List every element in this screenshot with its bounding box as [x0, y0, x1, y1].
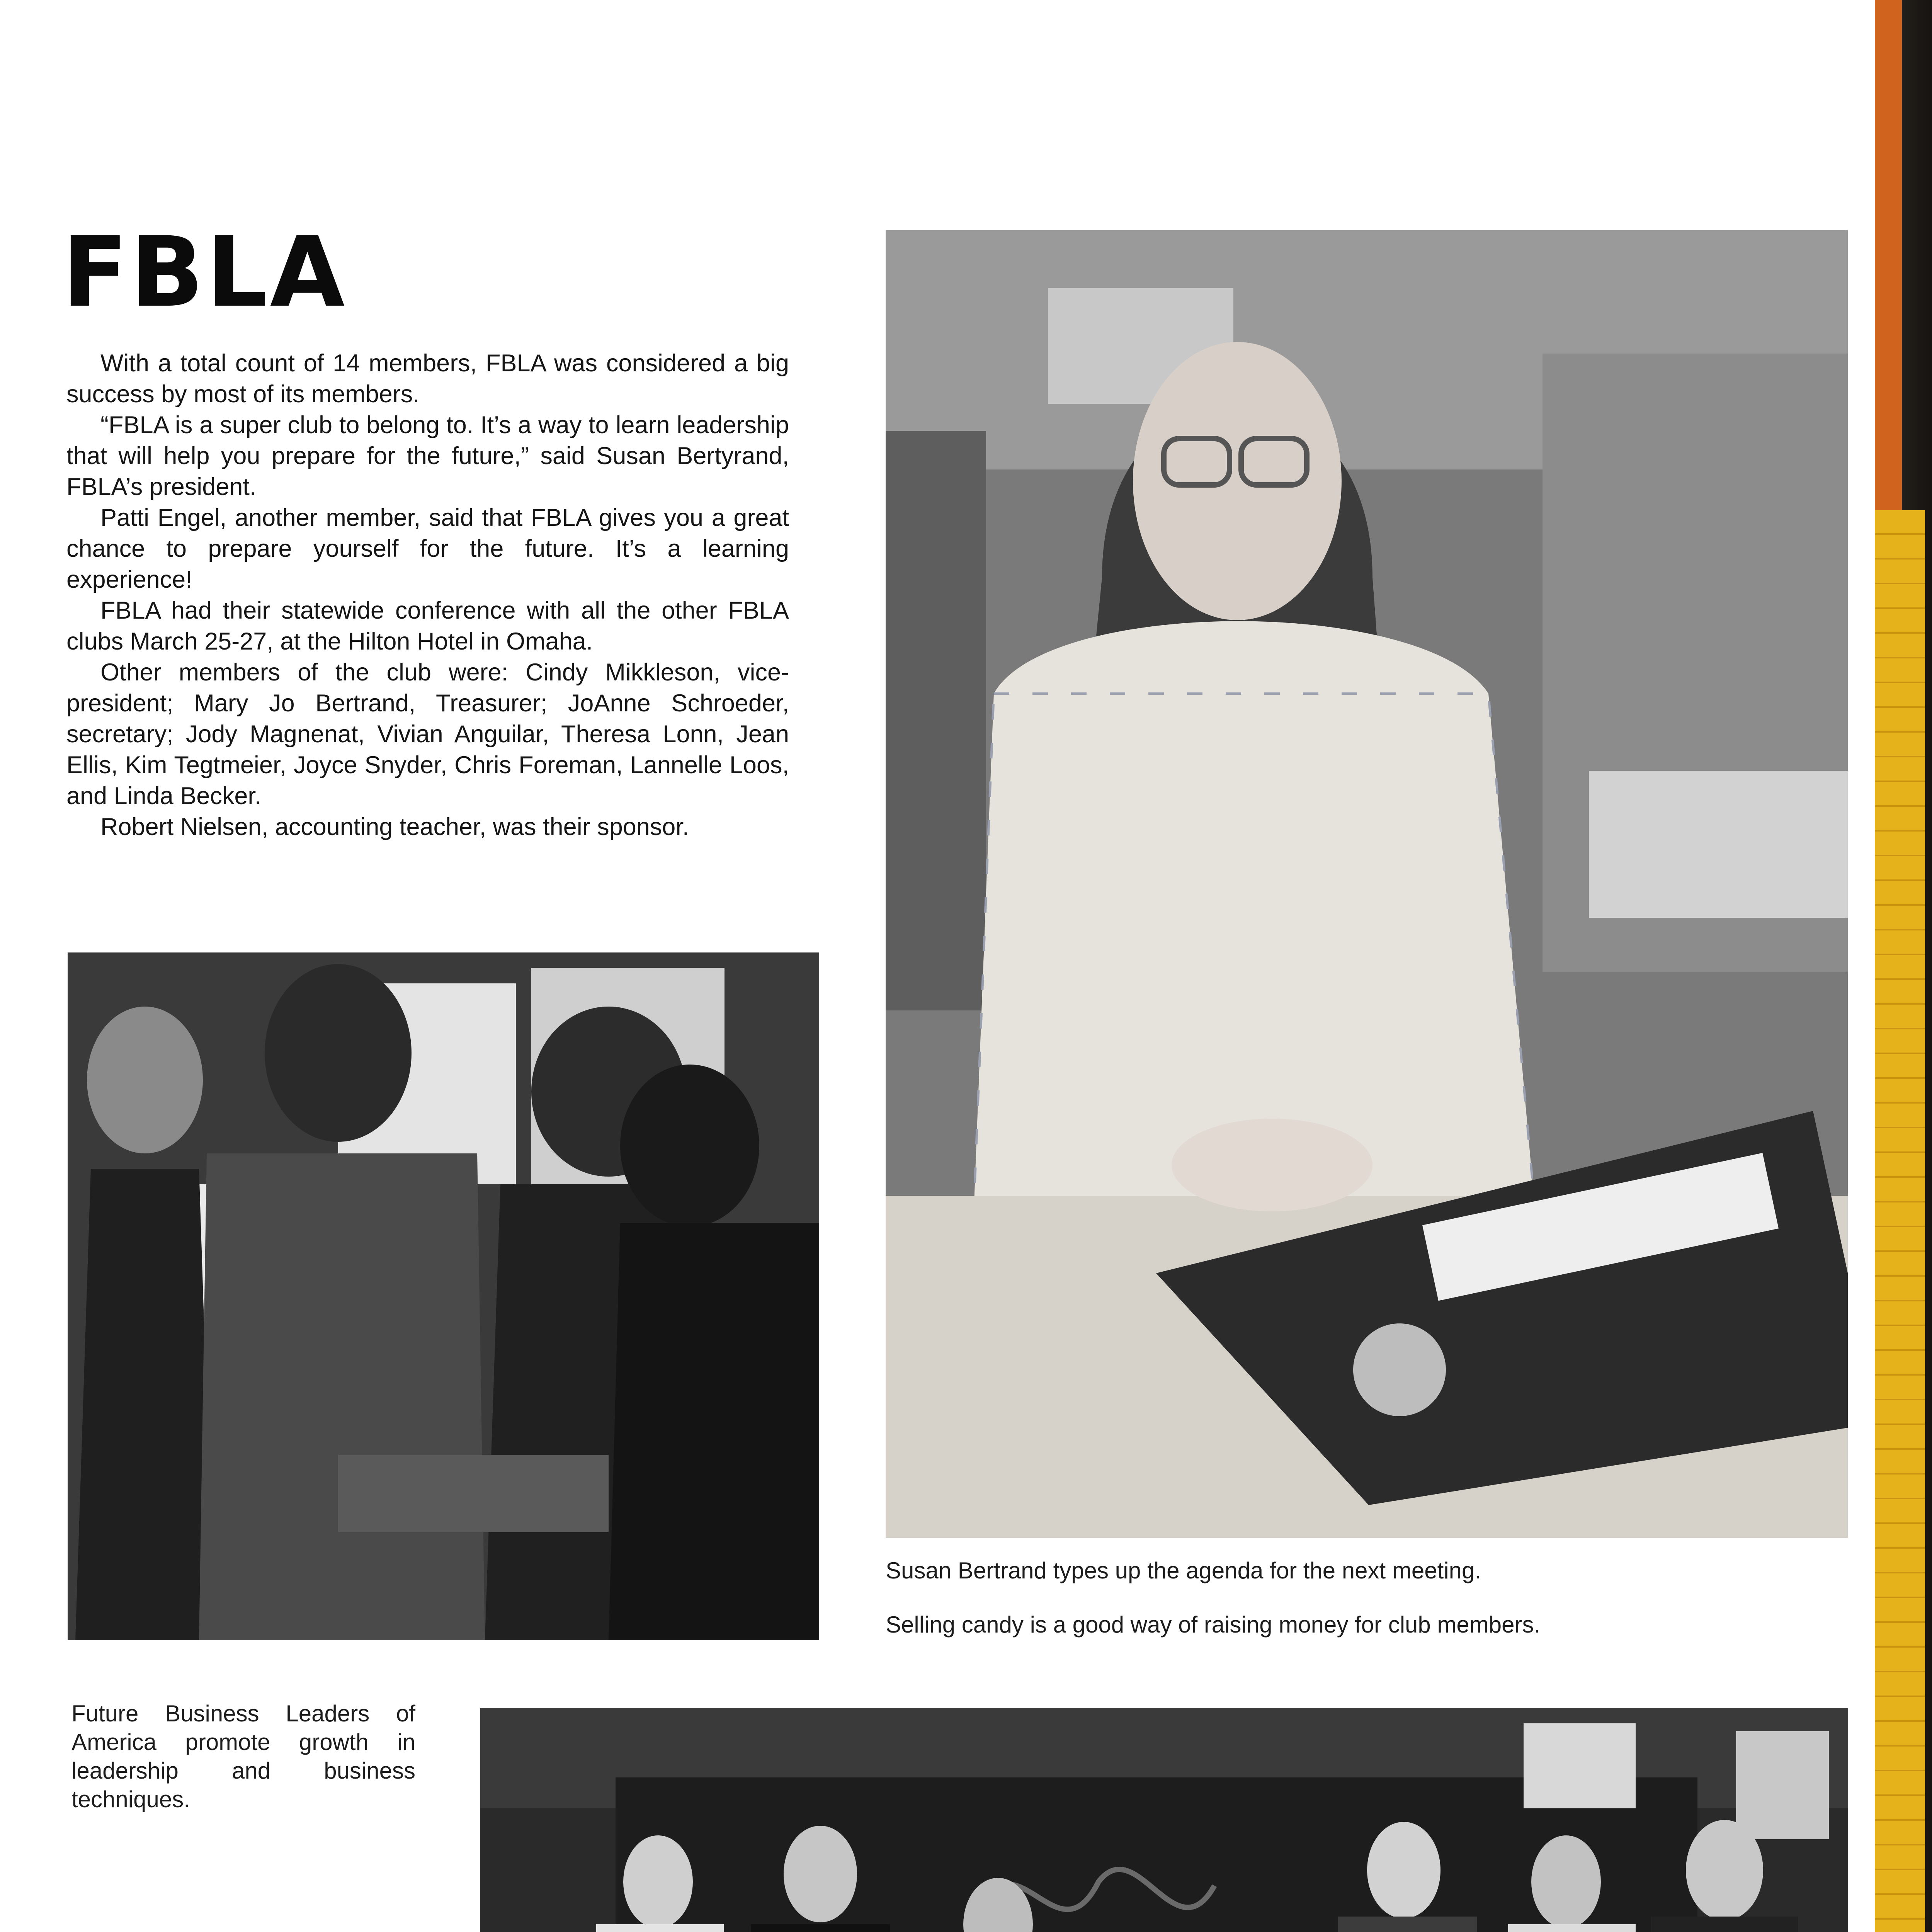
candy-sale-photo [68, 952, 819, 1640]
page-title: FBLA [62, 216, 347, 328]
group-photo-caption: Future Business Leaders of America promote growth in leadership and business techniques. [71, 1701, 415, 1812]
article-body [66, 348, 789, 842]
article-paragraph: Other members of the club were: Cindy Mikkleson, vice-president; Mary Jo Bertrand, Treasurer; JoAnne Schroeder, secretary; Jody Magnenat, Vivian Anguilar, Theresa Lonn, Jean Ellis, Kim Tegtmeier, Joyce Snyder, Chris Foreman, Lannelle Loos, and Linda Becker. [66, 659, 789, 810]
group-photo [480, 1708, 1848, 1932]
candy-photo-caption: Selling candy is a good way of raising money for club members. [886, 1612, 1541, 1638]
typing-photo [886, 230, 1848, 1538]
article-paragraph: “FBLA is a super club to belong to. It’s a way to learn leadership that will help you prepare for the future,” said Susan Bertyrand, FBLA’s president. [66, 412, 789, 500]
article-paragraph: FBLA had their statewide conference with all the other FBLA clubs March 25-27, at the Hilton Hotel in Omaha. [66, 597, 789, 655]
binding-yellow-strip [1875, 510, 1925, 1932]
typing-photo-caption: Susan Bertrand types up the agenda for the next meeting. [886, 1558, 1481, 1583]
article-paragraph: Patti Engel, another member, said that FBLA gives you a great chance to prepare yourself for the future. It’s a learning experience! [66, 504, 789, 593]
article-paragraph: With a total count of 14 members, FBLA was considered a big success by most of its members. [66, 350, 789, 408]
binding-orange-strip [1875, 0, 1902, 510]
article-paragraph: Robert Nielsen, accounting teacher, was their sponsor. [100, 813, 689, 840]
